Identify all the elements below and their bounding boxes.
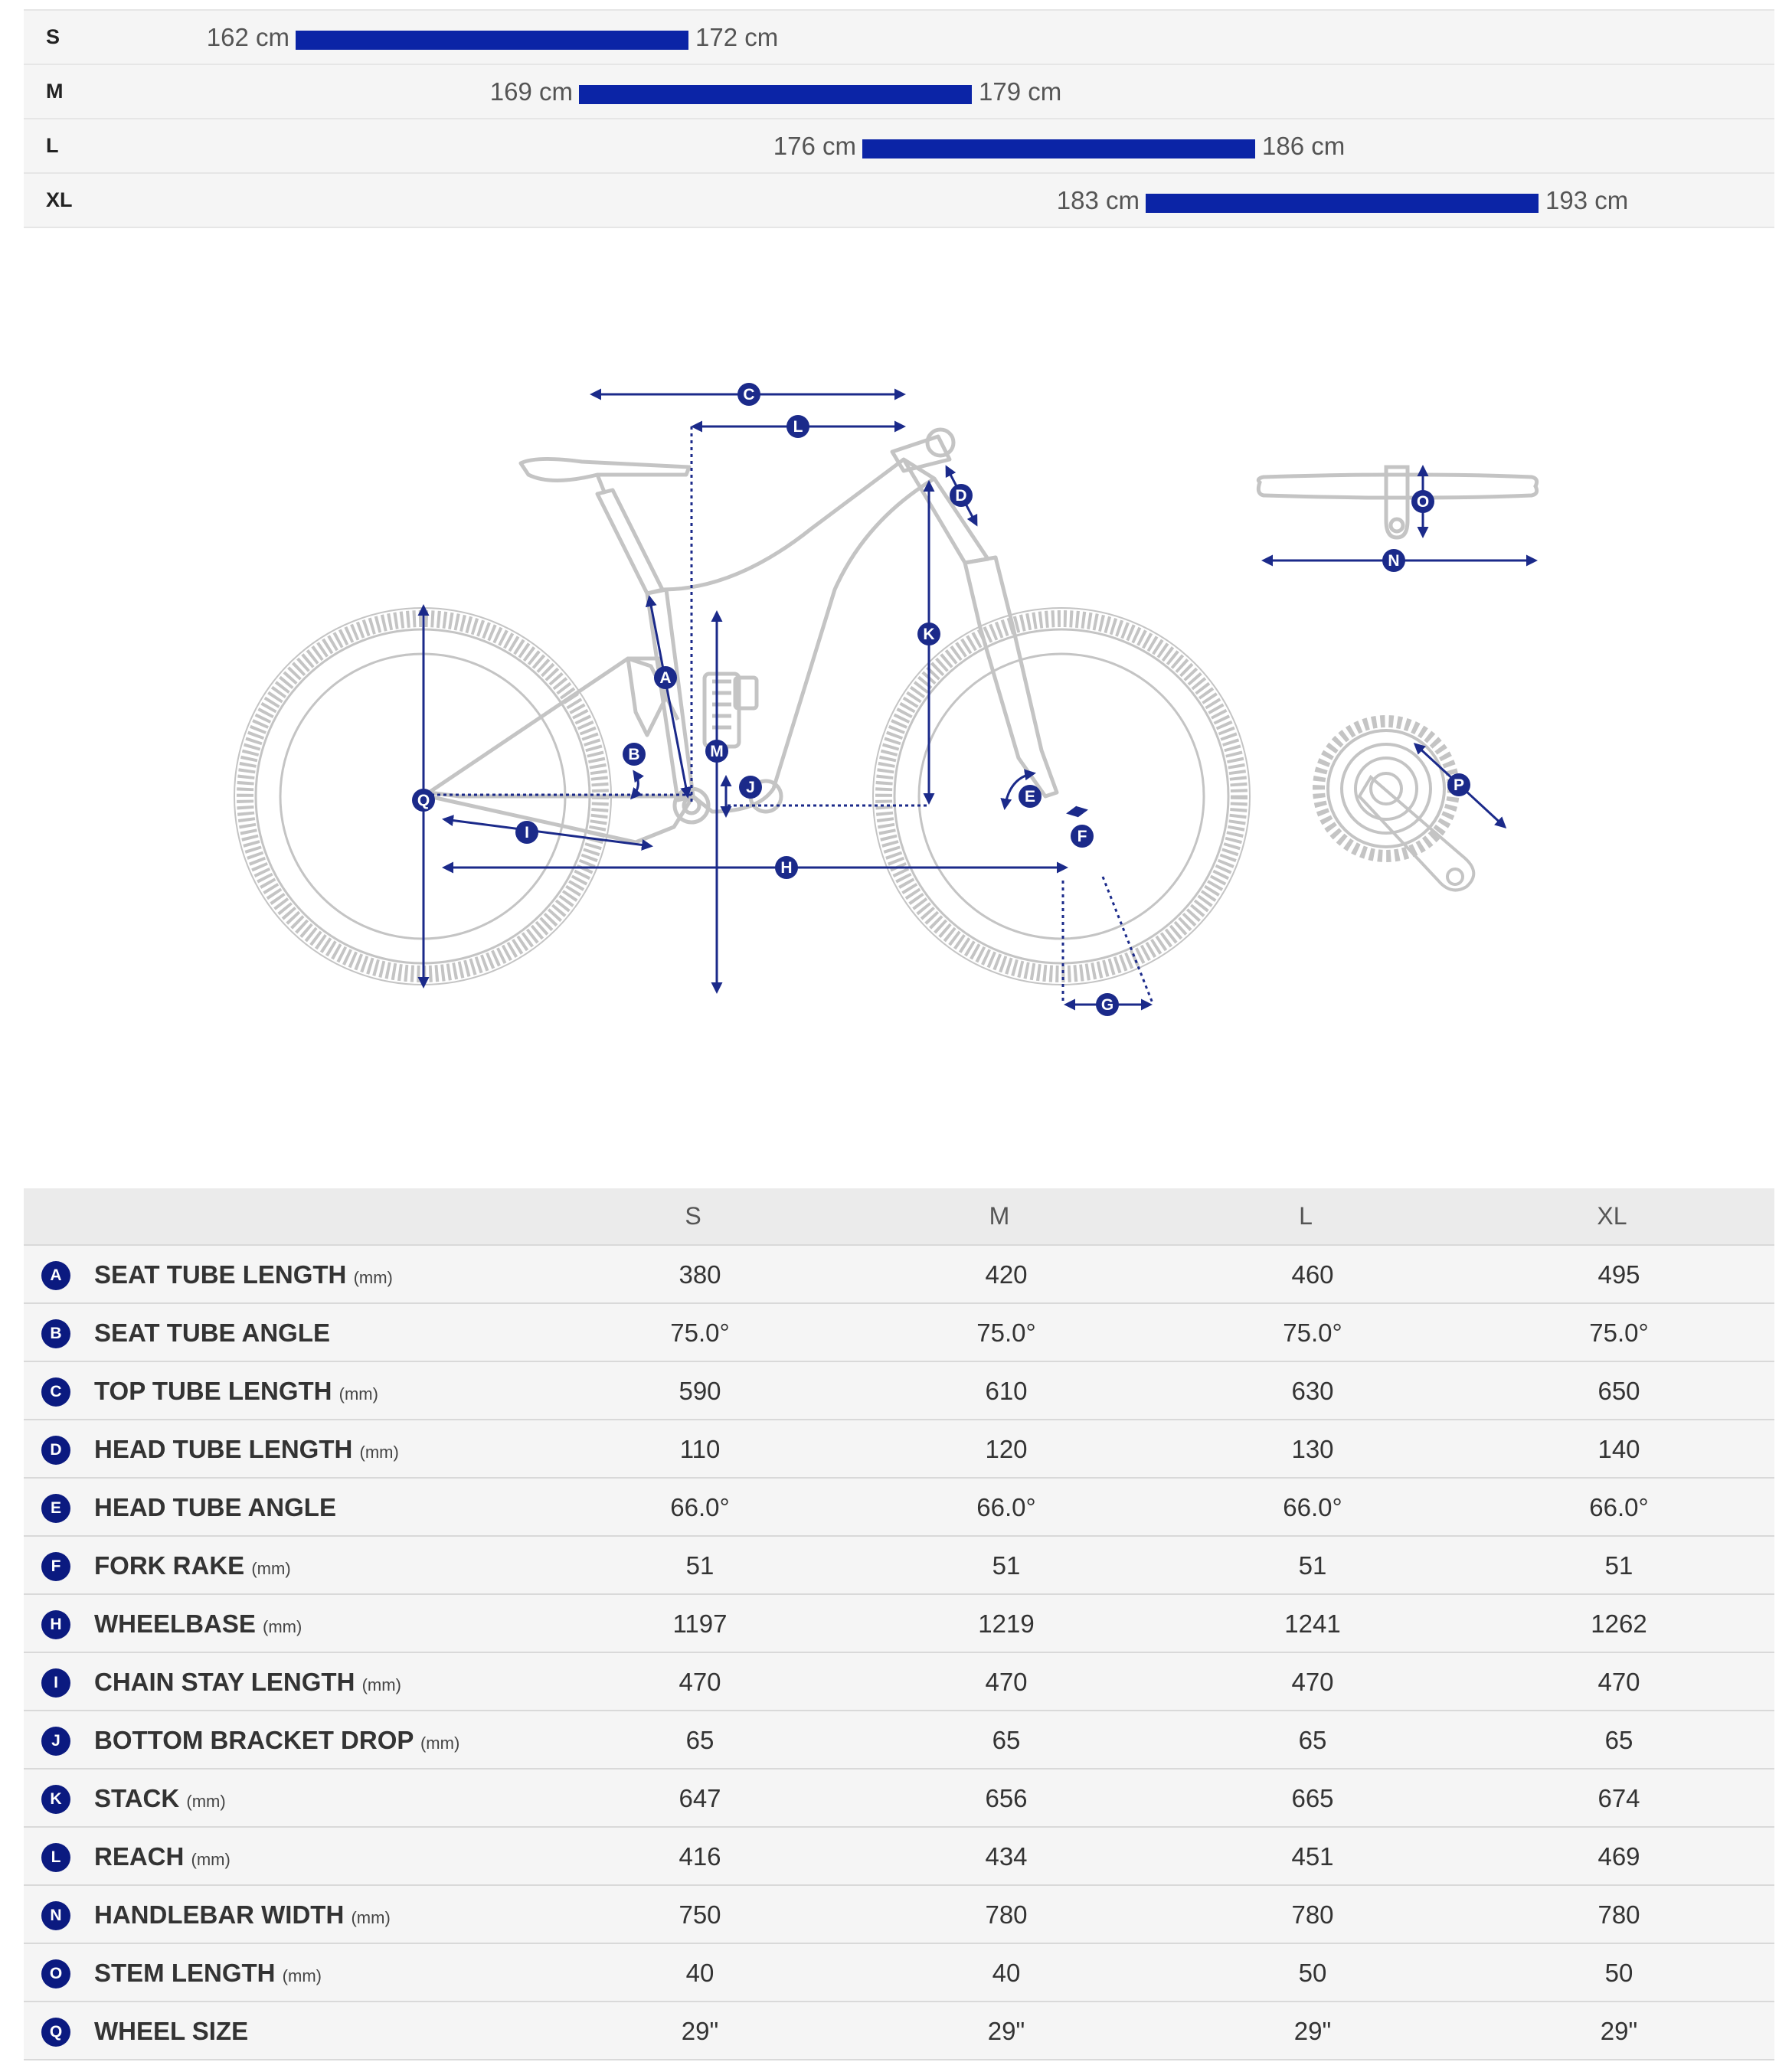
cell-value: 650 bbox=[1597, 1377, 1640, 1405]
cell-value: 51 bbox=[685, 1551, 715, 1580]
dimension-key-badge: N bbox=[41, 1901, 70, 1930]
parameter-unit: (mm) bbox=[338, 1384, 378, 1404]
cell-value: 416 bbox=[679, 1842, 721, 1871]
label-e bbox=[1019, 785, 1042, 808]
size-label: XL bbox=[46, 188, 73, 211]
label-p bbox=[1447, 773, 1470, 796]
cell-value: 66.0° bbox=[976, 1493, 1036, 1521]
parameter-label: HEAD TUBE ANGLE bbox=[94, 1493, 336, 1521]
svg-text:K: K bbox=[923, 626, 935, 643]
height-min: 176 cm bbox=[773, 132, 856, 160]
column-header-l: L bbox=[1299, 1202, 1313, 1230]
svg-text:J: J bbox=[746, 779, 755, 796]
parameter-label: STACK bbox=[94, 1784, 180, 1812]
table-row bbox=[24, 1768, 1774, 1826]
column-header-s: S bbox=[685, 1202, 701, 1230]
cell-value: 750 bbox=[679, 1900, 721, 1929]
parameter-name bbox=[94, 1770, 226, 1831]
label-o bbox=[1411, 490, 1434, 513]
parameter-label: FORK RAKE bbox=[94, 1551, 245, 1580]
height-range-bar bbox=[1146, 194, 1539, 213]
svg-text:N: N bbox=[1388, 552, 1400, 570]
parameter-label: CHAIN STAY LENGTH bbox=[94, 1668, 355, 1696]
height-range-bar bbox=[862, 139, 1255, 158]
size-range-row bbox=[24, 64, 1774, 118]
parameter-name bbox=[94, 1246, 393, 1307]
height-range-bar bbox=[579, 85, 972, 104]
size-range-row bbox=[24, 118, 1774, 172]
parameter-label: SEAT TUBE ANGLE bbox=[94, 1319, 331, 1347]
label-m bbox=[705, 740, 728, 763]
table-row bbox=[24, 1943, 1774, 2001]
handlebar-top-view bbox=[1258, 467, 1536, 538]
cell-value: 780 bbox=[985, 1900, 1028, 1929]
cell-value: 451 bbox=[1291, 1842, 1334, 1871]
cell-value: 75.0° bbox=[670, 1319, 730, 1347]
height-max: 193 cm bbox=[1545, 186, 1629, 214]
cell-value: 470 bbox=[1597, 1668, 1640, 1696]
parameter-name bbox=[94, 1653, 401, 1714]
parameter-label: BOTTOM BRACKET DROP bbox=[94, 1726, 414, 1754]
table-row bbox=[24, 1361, 1774, 1419]
parameter-name bbox=[94, 1944, 322, 2005]
cell-value: 29" bbox=[1600, 2017, 1638, 2045]
cell-value: 29" bbox=[987, 2017, 1025, 2045]
cell-value: 590 bbox=[679, 1377, 721, 1405]
table-row bbox=[24, 1302, 1774, 1361]
cell-value: 470 bbox=[679, 1668, 721, 1696]
label-d bbox=[950, 484, 973, 507]
parameter-unit: (mm) bbox=[351, 1908, 391, 1927]
label-i bbox=[515, 821, 538, 844]
cell-value: 140 bbox=[1597, 1435, 1640, 1463]
parameter-unit: (mm) bbox=[353, 1268, 393, 1287]
cell-value: 420 bbox=[985, 1260, 1028, 1289]
cell-value: 66.0° bbox=[670, 1493, 730, 1521]
parameter-unit: (mm) bbox=[361, 1675, 401, 1694]
table-header bbox=[24, 1188, 1774, 1244]
cell-value: 75.0° bbox=[1283, 1319, 1342, 1347]
size-label: L bbox=[46, 134, 59, 157]
cell-value: 50 bbox=[1298, 1959, 1327, 1987]
label-h bbox=[775, 856, 798, 879]
table-row bbox=[24, 1710, 1774, 1768]
dimension-key-badge: F bbox=[41, 1552, 70, 1581]
geometry-spec-table bbox=[24, 1188, 1774, 2060]
parameter-unit: (mm) bbox=[420, 1734, 460, 1753]
height-max: 172 cm bbox=[695, 23, 779, 51]
dimension-key-badge: E bbox=[41, 1494, 70, 1523]
parameter-name bbox=[94, 2002, 248, 2060]
label-b bbox=[623, 743, 646, 766]
height-range-bar bbox=[296, 31, 688, 50]
parameter-unit: (mm) bbox=[282, 1966, 322, 1985]
parameter-label: WHEELBASE bbox=[94, 1609, 256, 1638]
cell-value: 630 bbox=[1291, 1377, 1334, 1405]
parameter-label: WHEEL SIZE bbox=[94, 2017, 249, 2045]
svg-text:Q: Q bbox=[417, 792, 430, 809]
svg-text:C: C bbox=[743, 386, 755, 404]
cell-value: 29" bbox=[681, 2017, 719, 2045]
table-row bbox=[24, 1535, 1774, 1593]
cell-value: 110 bbox=[679, 1435, 721, 1463]
svg-text:A: A bbox=[659, 669, 672, 687]
svg-text:H: H bbox=[780, 859, 793, 877]
dimension-key-badge: A bbox=[41, 1261, 70, 1290]
cell-value: 665 bbox=[1291, 1784, 1334, 1812]
cell-value: 65 bbox=[992, 1726, 1021, 1754]
parameter-unit: (mm) bbox=[186, 1792, 226, 1811]
cell-value: 470 bbox=[985, 1668, 1028, 1696]
svg-text:B: B bbox=[628, 746, 640, 763]
cell-value: 610 bbox=[985, 1377, 1028, 1405]
parameter-name bbox=[94, 1828, 231, 1889]
svg-text:G: G bbox=[1100, 996, 1114, 1014]
rider-height-ranges bbox=[24, 9, 1774, 228]
parameter-name bbox=[94, 1420, 399, 1482]
table-row bbox=[24, 1477, 1774, 1535]
cell-value: 75.0° bbox=[976, 1319, 1036, 1347]
cell-value: 460 bbox=[1291, 1260, 1334, 1289]
label-k bbox=[917, 623, 940, 645]
size-label: M bbox=[46, 80, 64, 103]
size-range-row bbox=[24, 9, 1774, 64]
label-n bbox=[1382, 549, 1405, 572]
parameter-unit: (mm) bbox=[251, 1559, 291, 1578]
parameter-name bbox=[94, 1362, 378, 1423]
parameter-name bbox=[94, 1304, 330, 1362]
label-g bbox=[1096, 993, 1119, 1016]
cell-value: 40 bbox=[992, 1959, 1021, 1987]
dimension-key-badge: I bbox=[41, 1668, 70, 1698]
dimension-key-badge: D bbox=[41, 1436, 70, 1465]
bike-geometry-diagram bbox=[0, 337, 1792, 1026]
parameter-label: TOP TUBE LENGTH bbox=[94, 1377, 332, 1405]
svg-text:O: O bbox=[1416, 493, 1430, 511]
label-f bbox=[1071, 825, 1094, 848]
label-q bbox=[412, 789, 435, 812]
parameter-label: SEAT TUBE LENGTH bbox=[94, 1260, 347, 1289]
label-c bbox=[737, 383, 760, 406]
column-header-xl: XL bbox=[1597, 1202, 1627, 1230]
table-row bbox=[24, 1884, 1774, 1943]
cell-value: 75.0° bbox=[1589, 1319, 1649, 1347]
table-row bbox=[24, 1593, 1774, 1652]
table-row bbox=[24, 1419, 1774, 1477]
height-min: 162 cm bbox=[206, 23, 289, 51]
cell-value: 66.0° bbox=[1589, 1493, 1649, 1521]
column-header-m: M bbox=[989, 1202, 1010, 1230]
cell-value: 66.0° bbox=[1283, 1493, 1342, 1521]
cell-value: 120 bbox=[985, 1435, 1028, 1463]
height-min: 183 cm bbox=[1056, 186, 1140, 214]
dimension-key-badge: Q bbox=[41, 2018, 70, 2047]
cell-value: 1241 bbox=[1284, 1609, 1341, 1638]
dimension-key-badge: O bbox=[41, 1959, 70, 1988]
height-max: 179 cm bbox=[979, 77, 1062, 106]
svg-text:M: M bbox=[710, 743, 724, 760]
height-max: 186 cm bbox=[1262, 132, 1346, 160]
parameter-label: HANDLEBAR WIDTH bbox=[94, 1900, 345, 1929]
cell-value: 380 bbox=[679, 1260, 721, 1289]
parameter-name bbox=[94, 1537, 291, 1598]
table-row bbox=[24, 1652, 1774, 1710]
cell-value: 674 bbox=[1597, 1784, 1640, 1812]
label-j bbox=[739, 776, 762, 799]
cell-value: 65 bbox=[685, 1726, 715, 1754]
cell-value: 1197 bbox=[672, 1609, 728, 1638]
dimension-key-badge: C bbox=[41, 1377, 70, 1407]
cell-value: 495 bbox=[1597, 1260, 1640, 1289]
parameter-label: REACH bbox=[94, 1842, 185, 1871]
dimension-key-badge: H bbox=[41, 1610, 70, 1639]
table-row bbox=[24, 2001, 1774, 2060]
cell-value: 647 bbox=[679, 1784, 721, 1812]
parameter-unit: (mm) bbox=[191, 1850, 231, 1869]
table-row bbox=[24, 1826, 1774, 1884]
cell-value: 780 bbox=[1597, 1900, 1640, 1929]
cell-value: 130 bbox=[1291, 1435, 1334, 1463]
crankset bbox=[1319, 721, 1473, 890]
dimension-key-badge: J bbox=[41, 1727, 70, 1756]
svg-text:I: I bbox=[525, 824, 529, 841]
height-min: 169 cm bbox=[489, 77, 573, 106]
cell-value: 65 bbox=[1298, 1726, 1327, 1754]
size-label: S bbox=[46, 25, 60, 48]
cell-value: 65 bbox=[1604, 1726, 1633, 1754]
cell-value: 470 bbox=[1291, 1668, 1334, 1696]
svg-text:E: E bbox=[1024, 788, 1036, 806]
cell-value: 50 bbox=[1604, 1959, 1633, 1987]
cell-value: 469 bbox=[1597, 1842, 1640, 1871]
parameter-label: STEM LENGTH bbox=[94, 1959, 276, 1987]
cell-value: 40 bbox=[685, 1959, 715, 1987]
svg-text:P: P bbox=[1453, 776, 1465, 794]
parameter-unit: (mm) bbox=[359, 1443, 399, 1462]
cell-value: 656 bbox=[985, 1784, 1028, 1812]
svg-text:L: L bbox=[793, 418, 803, 436]
cell-value: 780 bbox=[1291, 1900, 1334, 1929]
cell-value: 51 bbox=[1298, 1551, 1327, 1580]
cell-value: 29" bbox=[1293, 2017, 1332, 2045]
label-a bbox=[654, 666, 677, 689]
cell-value: 51 bbox=[1604, 1551, 1633, 1580]
dimension-key-badge: L bbox=[41, 1843, 70, 1872]
size-range-row bbox=[24, 172, 1774, 228]
svg-text:D: D bbox=[955, 487, 967, 505]
parameter-label: HEAD TUBE LENGTH bbox=[94, 1435, 353, 1463]
dimension-key-badge: K bbox=[41, 1785, 70, 1814]
dimension-key-badge: B bbox=[41, 1319, 70, 1348]
cell-value: 434 bbox=[985, 1842, 1028, 1871]
table-row bbox=[24, 1244, 1774, 1302]
label-l bbox=[786, 415, 809, 438]
parameter-name bbox=[94, 1886, 391, 1947]
cell-value: 1219 bbox=[978, 1609, 1035, 1638]
parameter-name bbox=[94, 1479, 336, 1537]
cell-value: 51 bbox=[992, 1551, 1021, 1580]
parameter-name bbox=[94, 1595, 302, 1656]
parameter-name bbox=[94, 1711, 459, 1773]
parameter-unit: (mm) bbox=[263, 1617, 302, 1636]
cell-value: 1262 bbox=[1591, 1609, 1647, 1638]
svg-text:F: F bbox=[1077, 828, 1087, 845]
